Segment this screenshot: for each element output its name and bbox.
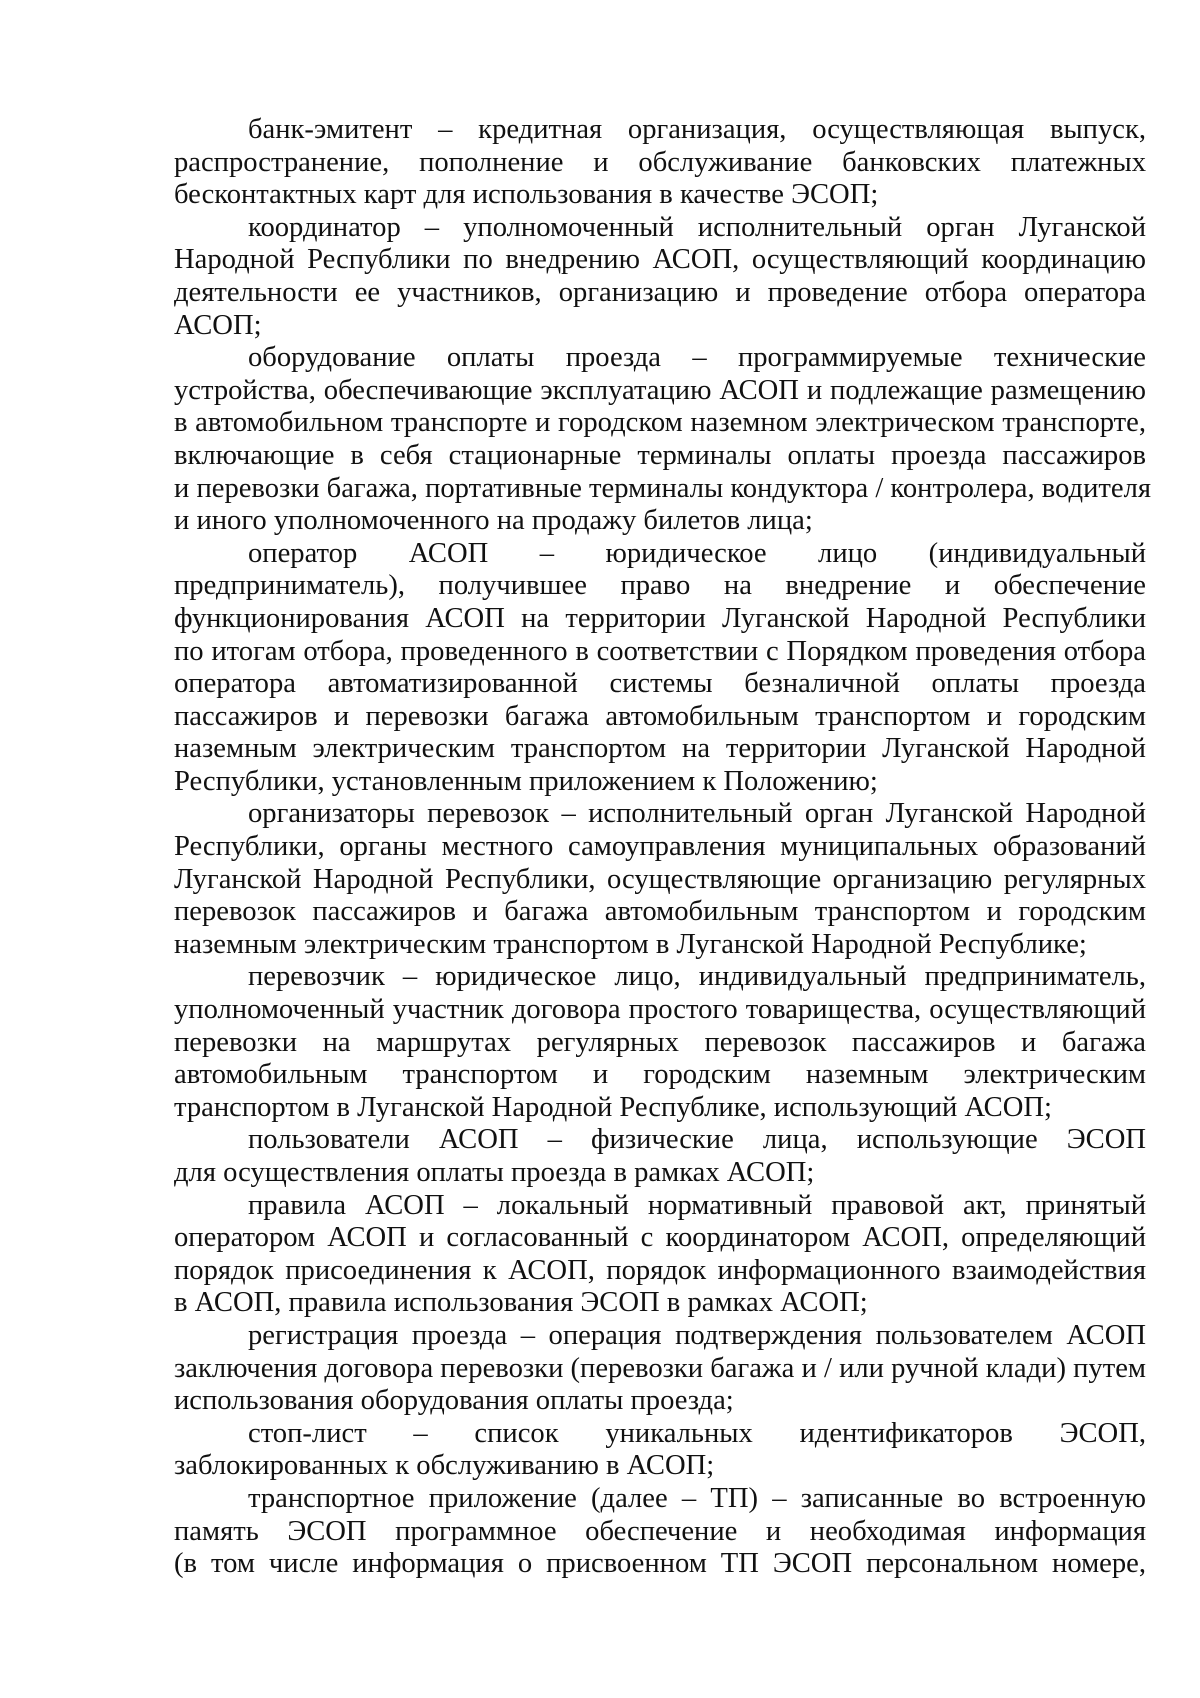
paragraph-perevozchik <box>174 961 1146 1124</box>
text-line: заблокированных к обслуживанию в АСОП; <box>174 1450 715 1482</box>
text-line: порядок присоединения к АСОП, порядок информационного взаимодействия <box>174 1254 1146 1286</box>
text-line: для осуществления оплаты проезда в рамках АСОП; <box>174 1157 815 1188</box>
text-line: уполномоченный участник договора простого товарищества, осуществляющий <box>174 994 1146 1026</box>
text-line: перевозки на маршрутах регулярных перевозок пассажиров и багажа <box>174 1026 1146 1058</box>
text-line: в автомобильном транспорте и городском наземном электрическом транспорте, <box>174 407 1146 439</box>
text-line: и иного уполномоченного на продажу билетов лица; <box>174 505 813 537</box>
text-line: распространение, пополнение и обслуживание банковских платежных <box>174 146 1146 178</box>
text-line: пользователи АСОП – физические лица, использующие ЭСОП <box>248 1124 1146 1156</box>
text-line: стоп-лист – список уникальных идентификаторов ЭСОП, <box>248 1417 1146 1449</box>
text-line: АСОП; <box>174 309 262 341</box>
text-line: бесконтактных карт для использования в качестве ЭСОП; <box>174 179 879 211</box>
text-line: наземным электрическим транспортом на территории Луганской Народной <box>174 733 1146 765</box>
paragraph-organizatory <box>174 798 1146 961</box>
text-line: функционирования АСОП на территории Луганской Народной Республики <box>174 602 1146 634</box>
text-line: оператором АСОП и согласованный с координатором АСОП, определяющий <box>174 1222 1146 1254</box>
text-line: и перевозки багажа, портативные терминалы кондуктора / контролера, водителя <box>174 472 1151 504</box>
text-line: заключения договора перевозки (перевозки багажа и / или ручной клади) путем <box>174 1352 1146 1384</box>
text-line: перевозок пассажиров и багажа автомобильным транспортом и городским <box>174 896 1146 928</box>
paragraph-bank-emitent <box>174 114 1146 212</box>
text-line: устройства, обеспечивающие эксплуатацию АСОП и подлежащие размещению <box>174 374 1146 406</box>
text-line: оператор АСОП – юридическое лицо (индивидуальный <box>248 537 1146 569</box>
text-line: банк-эмитент – кредитная организация, осуществляющая выпуск, <box>248 114 1146 145</box>
text-line: память ЭСОП программное обеспечение и необходимая информация <box>174 1515 1146 1547</box>
text-line: Республики, органы местного самоуправления муниципальных образований <box>174 831 1146 863</box>
text-line: оператора автоматизированной системы безналичной оплаты проезда <box>174 668 1146 700</box>
text-line: регистрация проезда – операция подтверждения пользователем АСОП <box>248 1319 1146 1351</box>
text-line: Республики, установленным приложением к Положению; <box>174 765 878 797</box>
text-line: включающие в себя стационарные терминалы оплаты проезда пассажиров <box>174 439 1146 471</box>
paragraph-transportnoe <box>174 1483 1146 1581</box>
text-line: Луганской Народной Республики, осуществляющие организацию регулярных <box>174 863 1146 895</box>
paragraph-pravila <box>174 1190 1146 1320</box>
text-line: оборудование оплаты проезда – программируемые технические <box>248 342 1146 374</box>
text-line: координатор – уполномоченный исполнительный орган Луганской <box>248 211 1146 243</box>
text-line: в АСОП, правила использования ЭСОП в рамках АСОП; <box>174 1287 868 1319</box>
text-line: правила АСОП – локальный нормативный правовой акт, принятый <box>248 1189 1146 1221</box>
text-line: транспортом в Луганской Народной Республике, использующий АСОП; <box>174 1091 1052 1123</box>
paragraph-operator <box>174 538 1146 799</box>
document-body <box>174 114 1151 1581</box>
paragraph-polzovateli <box>174 1124 1146 1189</box>
text-line: автомобильным транспортом и городским наземным электрическим <box>174 1059 1146 1091</box>
paragraph-oborudovanie <box>174 342 1151 538</box>
text-line: транспортное приложение (далее – ТП) – записанные во встроенную <box>248 1482 1146 1514</box>
text-line: (в том числе информация о присвоенном ТП ЭСОП персональном номере, <box>174 1548 1146 1580</box>
text-line: организаторы перевозок – исполнительный орган Луганской Народной <box>248 798 1146 830</box>
text-line: деятельности ее участников, организацию и проведение отбора оператора <box>174 276 1146 308</box>
text-line: наземным электрическим транспортом в Луганской Народной Республике; <box>174 928 1087 960</box>
text-line: перевозчик – юридическое лицо, индивидуальный предприниматель, <box>248 961 1146 993</box>
text-line: использования оборудования оплаты проезда; <box>174 1385 734 1417</box>
text-line: предприниматель), получившее право на внедрение и обеспечение <box>174 570 1146 602</box>
text-line: Народной Республики по внедрению АСОП, осуществляющий координацию <box>174 244 1146 276</box>
paragraph-registratsiya <box>174 1320 1146 1418</box>
paragraph-stop-list <box>174 1418 1146 1483</box>
paragraph-koordinator <box>174 212 1146 342</box>
text-line: по итогам отбора, проведенного в соответствии с Порядком проведения отбора <box>174 635 1146 667</box>
text-line: пассажиров и перевозки багажа автомобильным транспортом и городским <box>174 700 1146 732</box>
